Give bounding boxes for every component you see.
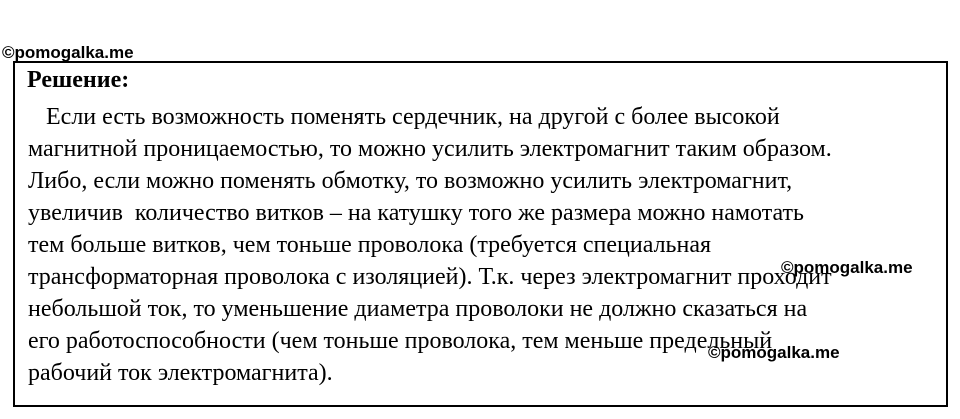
text-line-8: его работоспособности (чем тоньше проволока, тем меньше предельный bbox=[28, 328, 773, 354]
solution-heading: Решение: bbox=[27, 67, 130, 93]
text-line-4: увеличив количество витков – на катушку того же размера можно намотать bbox=[28, 200, 804, 226]
text-line-1: Если есть возможность поменять сердечник, на другой с более высокой bbox=[28, 104, 780, 130]
text-line-7: небольшой ток, то уменьшение диаметра проволоки не должно сказаться на bbox=[28, 296, 808, 322]
text-line-9: рабочий ток электромагнита). bbox=[28, 360, 333, 386]
text-line-5: тем больше витков, чем тоньше проволока (требуется специальная bbox=[28, 232, 712, 258]
watermark-top: ©pomogalka.me bbox=[2, 43, 134, 62]
watermark-bottom: ©pomogalka.me bbox=[708, 343, 840, 362]
watermark-middle: ©pomogalka.me bbox=[781, 258, 913, 277]
text-line-2: магнитной проницаемостью, то можно усилить электромагнит таким образом. bbox=[28, 136, 832, 162]
text-line-3: Либо, если можно поменять обмотку, то возможно усилить электромагнит, bbox=[28, 168, 793, 194]
text-line-6: трансформаторная проволока с изоляцией). Т.к. через электромагнит проходит bbox=[28, 264, 832, 290]
